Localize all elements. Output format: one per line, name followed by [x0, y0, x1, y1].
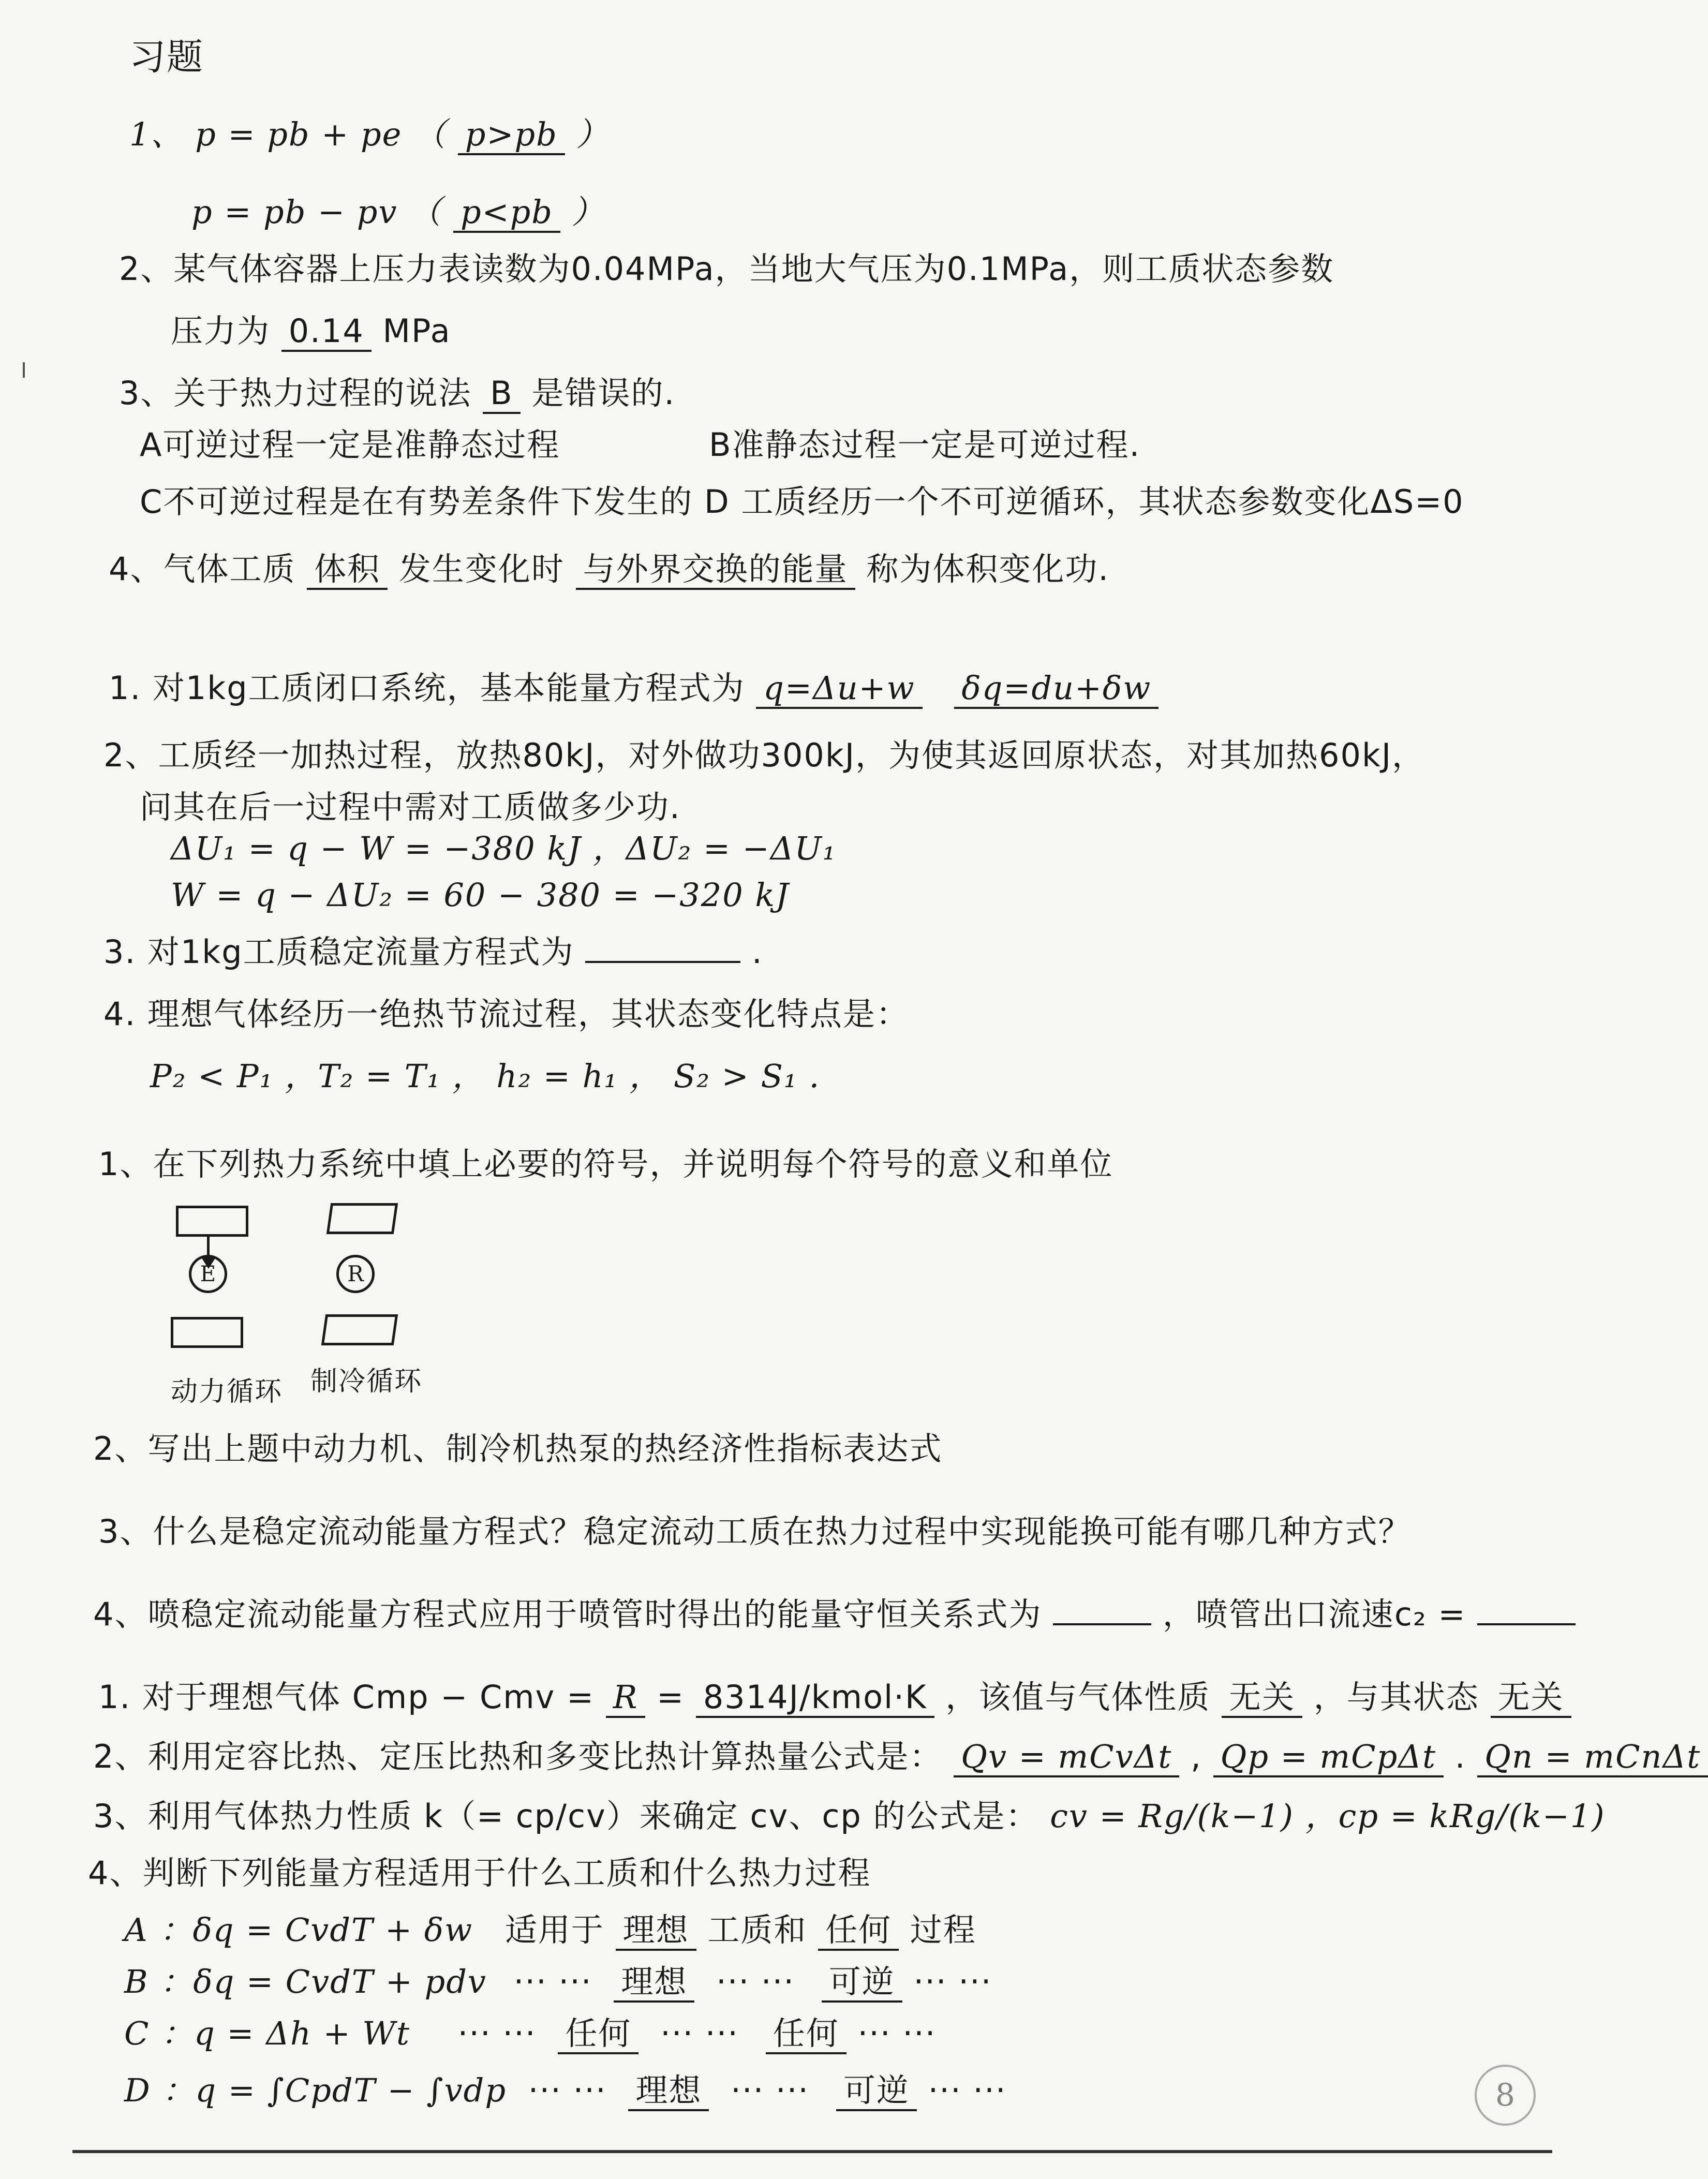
s2-q4-text: 4. 理想气体经历一绝热节流过程，其状态变化特点是： — [103, 995, 909, 1033]
s4-q4-d-dots: ··· ··· — [528, 2071, 607, 2109]
s1-q1-eq1: p = pb + pe （ — [195, 115, 447, 153]
s3-q4-line — [93, 1594, 1576, 1635]
s4-q4-c-dots3: ··· ··· — [857, 2014, 937, 2052]
s1-q1-answer2: p<pb — [453, 193, 560, 233]
s4-q1-answer1: R — [606, 1678, 646, 1718]
s4-q4-d-dots3: ··· ··· — [928, 2071, 1007, 2109]
s1-q1-close1: ） — [576, 115, 610, 153]
s4-q4-d-eq: D ：q = ∫CpdT − ∫vdp — [124, 2071, 507, 2109]
heat-source-box-left — [176, 1206, 248, 1237]
heat-source-box-right — [326, 1203, 398, 1234]
s4-q4-row-b — [124, 1961, 992, 2003]
s2-q1-answer2: δq=du+δw — [954, 669, 1159, 709]
s4-q1-answer2: 8314J/kmol·K — [696, 1678, 934, 1718]
s3-q4-blank2 — [1477, 1594, 1576, 1625]
s4-q4-row-a — [124, 1909, 976, 1951]
s4-q4-row-c — [124, 2013, 936, 2054]
s1-q4-answer2: 与外界交换的能量 — [576, 550, 855, 590]
page-number-badge: 8 — [1475, 2065, 1536, 2126]
s1-q2-line2 — [171, 310, 451, 352]
heat-sink-box-right — [321, 1314, 398, 1345]
s4-q3-answer: cv = Rg/(k−1) ，cp = kRg/(k−1) — [1050, 1797, 1606, 1835]
s1-q1-line2 — [191, 191, 605, 233]
s1-q3-answer: B — [483, 374, 521, 414]
s1-q1-close2: ） — [571, 193, 605, 231]
s4-q4-b-dots2: ··· ··· — [716, 1963, 795, 2000]
refrigeration-cycle-label: 制冷循环 — [310, 1366, 423, 1397]
s1-q3-option-cd: C不可逆过程是在有势差条件下发生的 D 工质经历一个不可逆循环，其状态参数变化ΔS=0 — [140, 483, 1464, 521]
s4-q2-answer1: Qv = mCvΔt — [954, 1738, 1179, 1777]
s4-q4-c-answer1: 任何 — [558, 2014, 638, 2054]
s2-q4-answer: P₂ < P₁ ，T₂ = T₁ ， h₂ = h₁ ， S₂ > S₁ . — [150, 1057, 821, 1095]
s2-q2-calc2: W = q − ΔU₂ = 60 − 380 = −320 kJ — [171, 876, 790, 914]
s4-q4-a-end: 过程 — [910, 1911, 976, 1949]
s2-q2-text: 2、工质经一加热过程，放热80kJ，对外做功300kJ，为使其返回原状态，对其加热60kJ， — [103, 736, 1425, 774]
s2-q1-line — [109, 668, 1159, 709]
s4-q4-c-answer2: 任何 — [766, 2014, 846, 2054]
heat-sink-box-left — [171, 1317, 243, 1348]
s4-q1-text2: ，该值与气体性质 — [945, 1678, 1211, 1716]
s3-q1-text: 1、在下列热力系统中填上必要的符号，并说明每个符号的意义和单位 — [98, 1145, 1113, 1183]
s2-q2-text2: 问其在后一过程中需对工质做多少功. — [140, 788, 681, 826]
engine-circle-icon: E — [189, 1255, 227, 1293]
s4-q4-row-d — [124, 2070, 1007, 2111]
s4-q2-answer3: Qn = mCnΔt — [1477, 1738, 1708, 1777]
s1-q1-answer1: p>pb — [458, 115, 565, 155]
s1-q3-option-b: B准静态过程一定是可逆过程. — [709, 426, 1141, 464]
s1-q2-unit: MPa — [382, 312, 451, 350]
page-title: 习题 — [129, 36, 204, 78]
s1-q4-answer1: 体积 — [307, 550, 388, 590]
s2-q3-text: 3. 对1kg工质稳定流量方程式为 — [103, 933, 574, 971]
s4-q2-line: 2、利用定容比热、定压比热和多变比热计算热量公式是： Qv = mCvΔt , Qp = mCpΔt . Qn = mCnΔt — [93, 1736, 1708, 1777]
bottom-edge-line — [72, 2150, 1552, 2153]
s1-q4-text-end: 称为体积变化功. — [866, 550, 1110, 588]
s4-q4-b-answer1: 理想 — [614, 1963, 694, 2003]
s4-q4-d-answer2: 可逆 — [836, 2071, 917, 2111]
s3-q4-text-mid: ，喷管出口流速c₂ = — [1162, 1595, 1466, 1633]
s4-q2-text: 2、利用定容比热、定压比热和多变比热计算热量公式是： — [93, 1738, 943, 1775]
refrigerator-circle-icon: R — [336, 1255, 375, 1293]
s1-q2-text2: 压力为 — [171, 312, 271, 350]
s4-q4-a-answer1: 理想 — [616, 1911, 696, 1951]
s1-q1-eq2: p = pb − pv （ — [191, 193, 442, 231]
s4-q4-a-eq: A ：δq = CvdT + δw — [124, 1911, 473, 1949]
margin-mark — [23, 362, 25, 378]
s1-q4-text-mid: 发生变化时 — [398, 550, 565, 588]
s3-q4-text: 4、喷稳定流动能量方程式应用于喷管时得出的能量守恒关系式为 — [93, 1595, 1042, 1633]
s1-q1-line1 — [129, 114, 610, 155]
s4-q1-eq: = — [657, 1678, 685, 1716]
s4-q4-c-dots2: ··· ··· — [660, 2014, 739, 2052]
s4-q4-b-eq: B ：δq = CvdT + pdv — [124, 1963, 487, 2000]
s4-q4-b-dots: ··· ··· — [513, 1963, 592, 2000]
s2-q3-blank — [585, 932, 740, 963]
s1-q2-answer: 0.14 — [281, 312, 372, 352]
s4-q4-a-text: 适用于 — [504, 1911, 604, 1949]
s1-q4-line — [109, 549, 1109, 590]
s4-q1-answer3: 无关 — [1222, 1678, 1302, 1718]
s1-q1-num: 1、 — [129, 115, 184, 153]
s4-q1-text3: ，与其状态 — [1313, 1678, 1479, 1716]
s1-q3-text: 3、关于热力过程的说法 — [119, 374, 472, 412]
s1-q3-text-end: 是错误的. — [531, 374, 676, 412]
s4-q1-text: 1. 对于理想气体 Cmp − Cmv = — [98, 1678, 595, 1716]
s4-q4-a-answer2: 任何 — [818, 1911, 899, 1951]
s4-q3-text: 3、利用气体热力性质 k（= cp/cv）来确定 cv、cp 的公式是： — [93, 1797, 1039, 1835]
s4-q4-a-mid: 工质和 — [707, 1911, 807, 1949]
s4-q4-b-dots3: ··· ··· — [913, 1963, 992, 2000]
s2-q1-answer1: q=Δu+w — [756, 669, 922, 709]
s4-q4-d-answer1: 理想 — [628, 2071, 709, 2111]
s1-q3-option-a: A可逆过程一定是准静态过程 — [140, 426, 560, 464]
s2-q2-calc1: ΔU₁ = q − W = −380 kJ ，ΔU₂ = −ΔU₁ — [171, 829, 837, 867]
s4-q4-text: 4、判断下列能量方程适用于什么工质和什么热力过程 — [88, 1854, 871, 1892]
s2-q3-line: 3. 对1kg工质稳定流量方程式为 . — [103, 933, 763, 971]
s4-q3-line — [93, 1796, 1606, 1837]
s4-q4-d-dots2: ··· ··· — [731, 2071, 810, 2109]
s4-q1-line — [98, 1677, 1571, 1718]
s4-q2-answer2: Qp = mCpΔt — [1213, 1738, 1444, 1777]
s4-q4-b-answer2: 可逆 — [822, 1963, 902, 2003]
s3-q2-text: 2、写出上题中动力机、制冷机热泵的热经济性指标表达式 — [93, 1430, 943, 1468]
s4-q4-c-eq: C ：q = Δh + Wt — [124, 2014, 410, 2052]
s1-q3-line — [119, 373, 675, 414]
s3-q3-text: 3、什么是稳定流动能量方程式？稳定流动工质在热力过程中实现能换可能有哪几种方式？ — [98, 1513, 1412, 1550]
power-cycle-label: 动力循环 — [171, 1376, 283, 1407]
s4-q1-answer4: 无关 — [1491, 1678, 1571, 1718]
s2-q1-text: 1. 对1kg工质闭口系统，基本能量方程式为 — [109, 669, 745, 707]
s1-q2-text: 2、某气体容器上压力表读数为0.04MPa，当地大气压为0.1MPa，则工质状态参数 — [119, 250, 1334, 288]
s4-q4-c-dots: ··· ··· — [457, 2014, 537, 2052]
s1-q4-text: 4、气体工质 — [109, 550, 296, 588]
s3-q4-blank1 — [1053, 1594, 1151, 1625]
